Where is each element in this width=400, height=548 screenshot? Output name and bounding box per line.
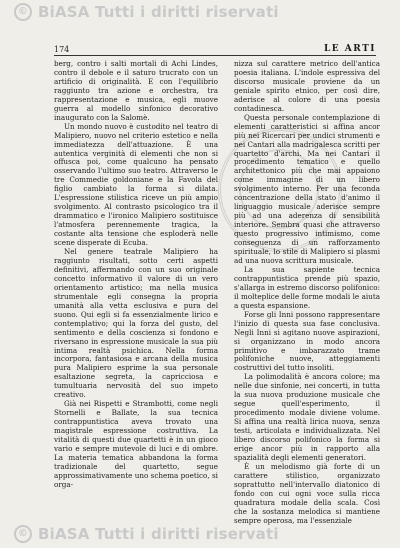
paragraph: berg, contro i salti mortali di Achi Lindes, contro il debole e il saturo trucrato con un artificio di originalità. E con l'equilibrio raggiunto tra azione e orchestra, tra rappresentazione e musica, egli muove guerra al modello sinfonico decorativo inaugurato con la Salomè. [54, 59, 218, 122]
left-column [54, 60, 218, 490]
header-rule [54, 55, 376, 56]
watermark-text: BiASA Tutti i diritti riservati [38, 3, 279, 21]
running-title: LE ARTI [323, 44, 376, 54]
paragraph: La polimodalità è ancora colore; ma nelle due sinfonie, nei concerti, in tutta la sua nuova produzione musicale che segue quell'esperimento, il procedimento modale diviene volume. Si affina una realtà lirica nuova, senza testi, articolata e individualizzata. Nel libero discorso polifonico la forma si erige ancor più in rapporto alla spazialità degli elementi generatori. [234, 372, 380, 462]
paragraph: Questa personale contemplazione di elementi caratteristici si affina ancor più nei Ricercari per undici strumenti e nei Cantari alla madrigalesca scritti per quartetto d'archi. Ma nei Cantari il procedimento tematico e quello architettonico più che mai appaiono come immagine di un libero svolgimento interno. Per una feconda concentrazione della stato d'animo il linguaggio musicale aderisce sempre più ad una aderenza di sensibilità interiore. Sembra quasi che attraverso questo progressivo intimismo, come conseguenza di un rafforzamento spirituale, lo stile di Malipiero si plasmi ad una nuova scrittura musicale. [234, 112, 380, 265]
paragraph: Nel genere teatrale Malipiero ha raggiunto risultati, sotto certi aspetti definitivi, affermando con un suo originale concetto informativo il valore di un vero orientamento artistico; ma nella musica strumentale egli consegna la propria umanità alla vetta esclusiva e pura del suono. Qui egli si fa essenzialmente lirico e contemplativo; qui la forza del gusto, del sentimento e della coscienza si fondono e riversano in espressione musicale la sua più intima realtà psichica. Nella forma incorpora, fantasiosa e arcana della musica pura Malipiero esprime la sua personale esaltazione segreta, la capricciosa e tumultuaria nervosità del suo impeto creativo. [54, 247, 218, 400]
copyright-icon: © [14, 525, 32, 543]
watermark-top [14, 2, 279, 22]
paragraph: nizza sul carattere metrico dell'antica poesia italiana. L'indole espressiva del discorso musicale proviene da un geniale spirito etnico, per così dire, aderisce al colore di una poesia contadinesca. [234, 59, 380, 113]
watermark-text: BiASA Tutti i diritti riservati [38, 525, 279, 543]
paragraph: Forse gli Inni possono rappresentare l'inizio di questa sua fase conclusiva. Negli Inni si agitano nuove aspirazioni, si organizzano in modo ancora primitivo e imbarazzato trame polifoniche nuove, atteggiamenti costruttivi del tutto insoliti. [234, 309, 380, 373]
right-column [234, 60, 380, 526]
page-number: 174 [54, 45, 70, 54]
watermark-bottom [14, 524, 279, 544]
page-header [54, 40, 376, 54]
paragraph: Già nei Rispetti e Strambotti, come negli Stornelli e Ballate, la sua tecnica contrappuntistica aveva trovato una magistrale espressione costruttiva. La vitalità di questi due quartetti è in un gioco vario e sempre mutevole di luci e di ombre. La materia tematica abbandona la forma tradizionale del quartetto, segue approssimativamente uno schema poetico, si orga- [54, 399, 218, 489]
paragraph: La sua sapiente tecnica contrappuntistica prende più spazio, s'allarga in estremo discorso polifonico: il molteplice delle forme modali le aiuta a questa espansione. [234, 264, 380, 310]
paragraph: Un mondo nuovo è custodito nel teatro di Malipiero, nuovo nel criterio estetico e nella immediatezza dell'attuazione. È una autentica verginità di elementi che non si offusca poi, come qualcuno ha pensato osservando l'ultimo suo teatro. Attraverso le tre Commedie goldoniane e la Favola del figlio cambiato la forma si dilata. L'espressione stilistica riceve un più ampio svolgimento. Al contrasto psicologico tra il drammatico e l'ironico Malipiero sostituisce l'atmosfera perennemente tragica, la costante alta tensione che esploderà nelle scene disperate di Ecuba. [54, 121, 218, 248]
paragraph: È un melodismo già forte di un carattere stilistico, organizzato soprattutto nell'intervallo diatonico di fondo con cui ogni voce sulla ricca quadratura modale della scala. Così che la sostanza melodica si mantiene sempre operosa, ma l'essenziale [234, 461, 380, 525]
copyright-icon: © [14, 3, 32, 21]
